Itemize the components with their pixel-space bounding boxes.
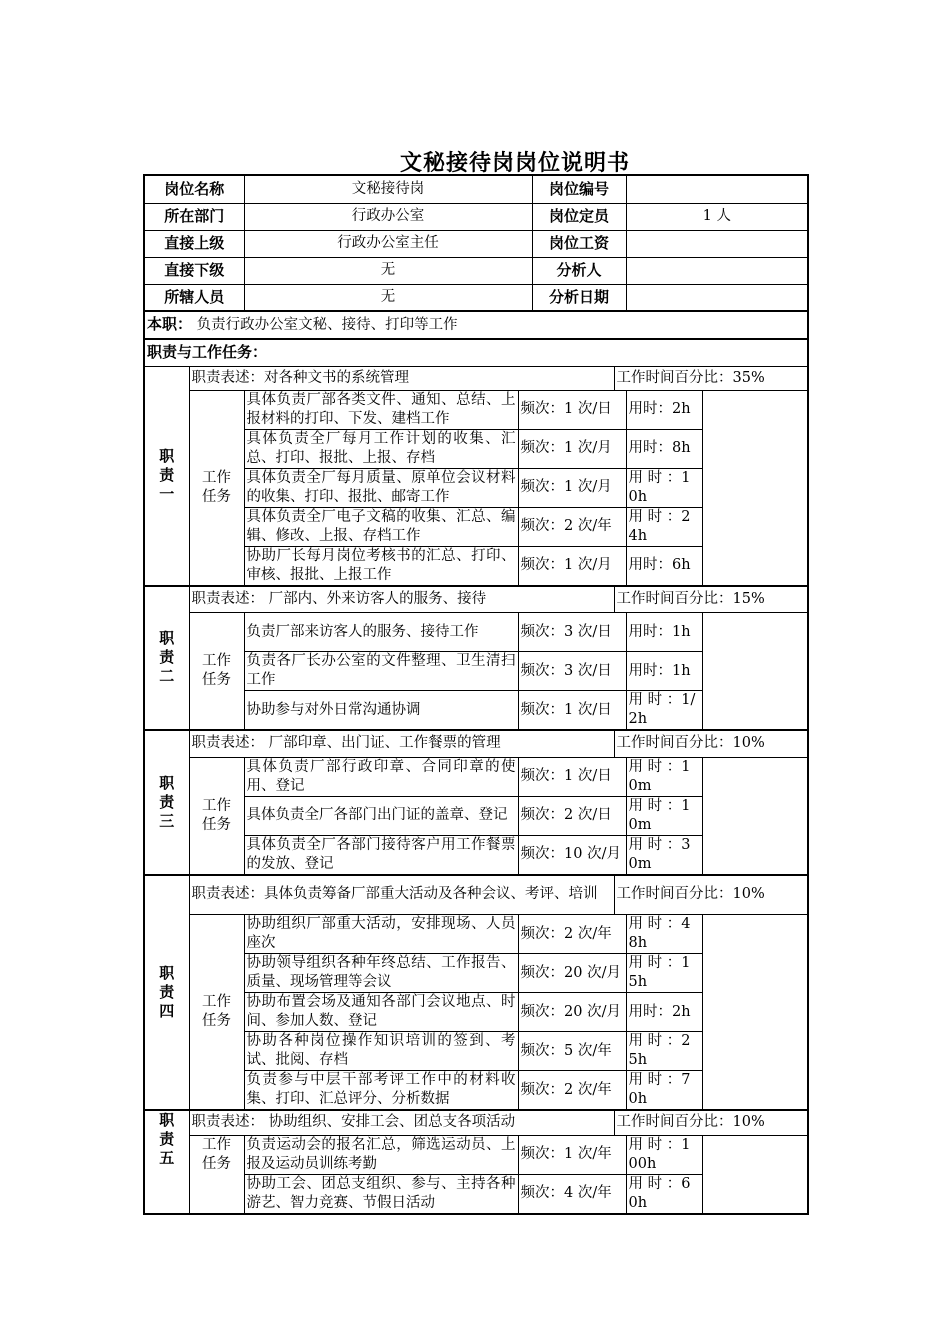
duty-1-task-4 bbox=[144, 507, 808, 546]
duties-heading: 职责与工作任务： bbox=[144, 339, 808, 366]
duty-2-task-3-text: 协助参与对外日常沟通协调 bbox=[244, 691, 518, 731]
duty-1-task-3-freq: 频次：1 次/月 bbox=[518, 468, 626, 507]
duty-1-percent: 工作时间百分比：35% bbox=[614, 366, 808, 390]
duty-1-task-1-text: 具体负责厂部各类文件、通知、总结、上报材料的打印、下发、建档工作 bbox=[244, 390, 518, 429]
duty-1-task-5-freq: 频次：1 次/月 bbox=[518, 546, 626, 586]
analysis-date-label: 分析日期 bbox=[532, 284, 626, 311]
duty-4-task-1-time: 用 时 ：48h bbox=[626, 915, 702, 954]
department-value: 行政办公室 bbox=[244, 203, 532, 230]
duty-5-percent: 工作时间百分比：10% bbox=[614, 1110, 808, 1135]
job-description-table bbox=[143, 174, 809, 1215]
duty-3-task-3-text: 具体负责全厂各部门接待客户用工作餐票的发放、登记 bbox=[244, 835, 518, 875]
duty-5-task-2-freq: 频次：4 次/年 bbox=[518, 1174, 626, 1214]
duty-3-task-1-freq: 频次：1 次/日 bbox=[518, 757, 626, 796]
duty-5-task-1-freq: 频次：1 次/年 bbox=[518, 1135, 626, 1174]
duty-2-task-label: 工作任务 bbox=[189, 613, 244, 731]
header-row-position bbox=[144, 175, 808, 203]
duty-1-name: 职责一 bbox=[144, 366, 189, 586]
duty-2-task-2-freq: 频次：3 次/日 bbox=[518, 652, 626, 691]
summary-cell bbox=[144, 311, 808, 339]
duty-1-task-1-time: 用时：2h bbox=[626, 390, 702, 429]
duty-1-task-4-freq: 频次：2 次/年 bbox=[518, 507, 626, 546]
duty-4-task-3-text: 协助布置会场及通知各部门会议地点、时间、参加人数、登记 bbox=[244, 993, 518, 1032]
duty-5-task-2 bbox=[144, 1174, 808, 1214]
duty-4-task-2-time: 用 时 ：15h bbox=[626, 954, 702, 993]
duty-3-task-1-text: 具体负责厂部行政印章、合同印章的使用、登记 bbox=[244, 757, 518, 796]
duty-1-task-3-time: 用 时 ：10h bbox=[626, 468, 702, 507]
duty-4-task-1-text: 协助组织厂部重大活动，安排现场、人员座次 bbox=[244, 915, 518, 954]
summary-label: 本职： bbox=[147, 315, 193, 333]
duty-1-task-4-text: 具体负责全厂电子文稿的收集、汇总、编辑、修改、上报、存档工作 bbox=[244, 507, 518, 546]
duty-5-task-1 bbox=[144, 1135, 808, 1174]
duty-1-task-3 bbox=[144, 468, 808, 507]
duty-1-task-1-freq: 频次：1 次/日 bbox=[518, 390, 626, 429]
duty-4-percent: 工作时间百分比：10% bbox=[614, 875, 808, 915]
staff-label: 所辖人员 bbox=[144, 284, 244, 311]
duty-1-task-label: 工作任务 bbox=[189, 390, 244, 586]
duty-2-task-3-time: 用 时 ：1/2h bbox=[626, 691, 702, 731]
duty-4-task-5 bbox=[144, 1071, 808, 1111]
duty-2-statement-row bbox=[144, 586, 808, 613]
duty-4-task-label: 工作任务 bbox=[189, 915, 244, 1111]
duty-5-name: 职责五 bbox=[144, 1110, 189, 1214]
duty-4-task-5-text: 负责参与中层干部考评工作中的材料收集、打印、汇总评分、分析数据 bbox=[244, 1071, 518, 1111]
position-name-value: 文秘接待岗 bbox=[244, 175, 532, 203]
duty-5-task-1-time: 用 时 ：100h bbox=[626, 1135, 702, 1174]
header-row-supervisor bbox=[144, 230, 808, 257]
analyst-value bbox=[626, 257, 808, 284]
duty-4-name: 职责四 bbox=[144, 875, 189, 1111]
duty-4-task-4-text: 协助各种岗位操作知识培训的签到、考试、批阅、存档 bbox=[244, 1032, 518, 1071]
supervisor-value: 行政办公室主任 bbox=[244, 230, 532, 257]
duty-3-percent: 工作时间百分比：10% bbox=[614, 730, 808, 757]
duty-3-name: 职责三 bbox=[144, 730, 189, 875]
duty-1-task-3-text: 具体负责全厂每月质量、原单位会议材料的收集、打印、报批、邮寄工作 bbox=[244, 468, 518, 507]
duty-2-name: 职责二 bbox=[144, 586, 189, 731]
duties-heading-row bbox=[144, 339, 808, 366]
duty-3-task-3-freq: 频次：10 次/月 bbox=[518, 835, 626, 875]
duty-4-task-3-freq: 频次：20 次/月 bbox=[518, 993, 626, 1032]
document-title: 文秘接待岗岗位说明书 bbox=[399, 151, 630, 176]
duty-3-task-3 bbox=[144, 835, 808, 875]
duty-2-statement: 职责表述： 厂部内、外来访客人的服务、接待 bbox=[189, 586, 614, 613]
duty-5-task-1-text: 负责运动会的报名汇总，筛选运动员、上报及运动员训练考勤 bbox=[244, 1135, 518, 1174]
headcount-label: 岗位定员 bbox=[532, 203, 626, 230]
position-code-label: 岗位编号 bbox=[532, 175, 626, 203]
salary-label: 岗位工资 bbox=[532, 230, 626, 257]
duty-3-task-3-time: 用 时 ：30m bbox=[626, 835, 702, 875]
duty-2-task-1-freq: 频次：3 次/日 bbox=[518, 613, 626, 652]
duty-2-task-2-time: 用时：1h bbox=[626, 652, 702, 691]
duty-4-task-3-time: 用时：2h bbox=[626, 993, 702, 1032]
duty-4-statement-row bbox=[144, 875, 808, 915]
duty-5-task-2-time: 用 时 ：60h bbox=[626, 1174, 702, 1214]
duty-5-task-label: 工作任务 bbox=[189, 1135, 244, 1214]
summary-text: 负责行政办公室文秘、接待、打印等工作 bbox=[196, 317, 458, 333]
supervisor-label: 直接上级 bbox=[144, 230, 244, 257]
duty-2-task-2-text: 负责各厂长办公室的文件整理、卫生清扫工作 bbox=[244, 652, 518, 691]
duty-3-statement-row bbox=[144, 730, 808, 757]
duty-5-statement: 职责表述： 协助组织、安排工会、团总支各项活动 bbox=[189, 1110, 614, 1135]
duty-1-task-2-time: 用时：8h bbox=[626, 429, 702, 468]
subordinate-label: 直接下级 bbox=[144, 257, 244, 284]
duty-3-task-label: 工作任务 bbox=[189, 757, 244, 875]
duty-2-task-3 bbox=[144, 691, 808, 731]
duty-4-task-4 bbox=[144, 1032, 808, 1071]
duty-4-task-2-text: 协助领导组织各种年终总结、工作报告、质量、现场管理等会议 bbox=[244, 954, 518, 993]
duty-1-task-4-time: 用 时 ：24h bbox=[626, 507, 702, 546]
duty-2-task-3-freq: 频次：1 次/日 bbox=[518, 691, 626, 731]
subordinate-value: 无 bbox=[244, 257, 532, 284]
duty-1-task-5-text: 协助厂长每月岗位考核书的汇总、打印、审核、报批、上报工作 bbox=[244, 546, 518, 586]
analyst-label: 分析人 bbox=[532, 257, 626, 284]
duty-4-task-1-freq: 频次：2 次/年 bbox=[518, 915, 626, 954]
duty-1-statement: 职责表述：对各种文书的系统管理 bbox=[189, 366, 614, 390]
duty-1-task-2 bbox=[144, 429, 808, 468]
duty-4-task-4-time: 用 时 ：25h bbox=[626, 1032, 702, 1071]
duty-4-statement: 职责表述：具体负责筹备厂部重大活动及各种会议、考评、培训 bbox=[189, 875, 614, 915]
duty-2-task-1 bbox=[144, 613, 808, 652]
duty-4-task-5-freq: 频次：2 次/年 bbox=[518, 1071, 626, 1111]
duty-1-task-2-freq: 频次：1 次/月 bbox=[518, 429, 626, 468]
duty-4-task-2 bbox=[144, 954, 808, 993]
duty-4-task-2-freq: 频次：20 次/月 bbox=[518, 954, 626, 993]
duty-3-task-2 bbox=[144, 796, 808, 835]
duty-2-task-1-time: 用时：1h bbox=[626, 613, 702, 652]
duty-2-percent: 工作时间百分比：15% bbox=[614, 586, 808, 613]
duty-3-task-1-time: 用 时 ：10m bbox=[626, 757, 702, 796]
duty-1-task-5 bbox=[144, 546, 808, 586]
header-row-subordinate bbox=[144, 257, 808, 284]
duty-1-task-5-time: 用时：6h bbox=[626, 546, 702, 586]
position-code-value bbox=[626, 175, 808, 203]
duty-4-task-4-freq: 频次：5 次/年 bbox=[518, 1032, 626, 1071]
duty-4-task-5-time: 用 时 ：70h bbox=[626, 1071, 702, 1111]
header-row-department bbox=[144, 203, 808, 230]
duty-1-task-2-text: 具体负责全厂每月工作计划的收集、汇总、打印、报批、上报、存档 bbox=[244, 429, 518, 468]
salary-value bbox=[626, 230, 808, 257]
duty-3-statement: 职责表述： 厂部印章、出门证、工作餐票的管理 bbox=[189, 730, 614, 757]
duty-4-task-3 bbox=[144, 993, 808, 1032]
staff-value: 无 bbox=[244, 284, 532, 311]
department-label: 所在部门 bbox=[144, 203, 244, 230]
header-row-staff bbox=[144, 284, 808, 311]
duty-3-task-2-text: 具体负责全厂各部门出门证的盖章、登记 bbox=[244, 796, 518, 835]
summary-row bbox=[144, 311, 808, 339]
duty-3-task-2-time: 用 时 ：10m bbox=[626, 796, 702, 835]
headcount-value: 1 人 bbox=[626, 203, 808, 230]
duty-2-task-2 bbox=[144, 652, 808, 691]
duty-5-task-2-text: 协助工会、团总支组织、参与、主持各种游艺、智力竞赛、节假日活动 bbox=[244, 1174, 518, 1214]
duty-1-statement-row bbox=[144, 366, 808, 390]
duty-1-task-1 bbox=[144, 390, 808, 429]
duty-2-task-1-text: 负责厂部来访客人的服务、接待工作 bbox=[244, 613, 518, 652]
position-name-label: 岗位名称 bbox=[144, 175, 244, 203]
duty-3-task-1 bbox=[144, 757, 808, 796]
analysis-date-value bbox=[626, 284, 808, 311]
duty-3-task-2-freq: 频次：2 次/日 bbox=[518, 796, 626, 835]
duty-4-task-1 bbox=[144, 915, 808, 954]
duty-5-statement-row bbox=[144, 1110, 808, 1135]
